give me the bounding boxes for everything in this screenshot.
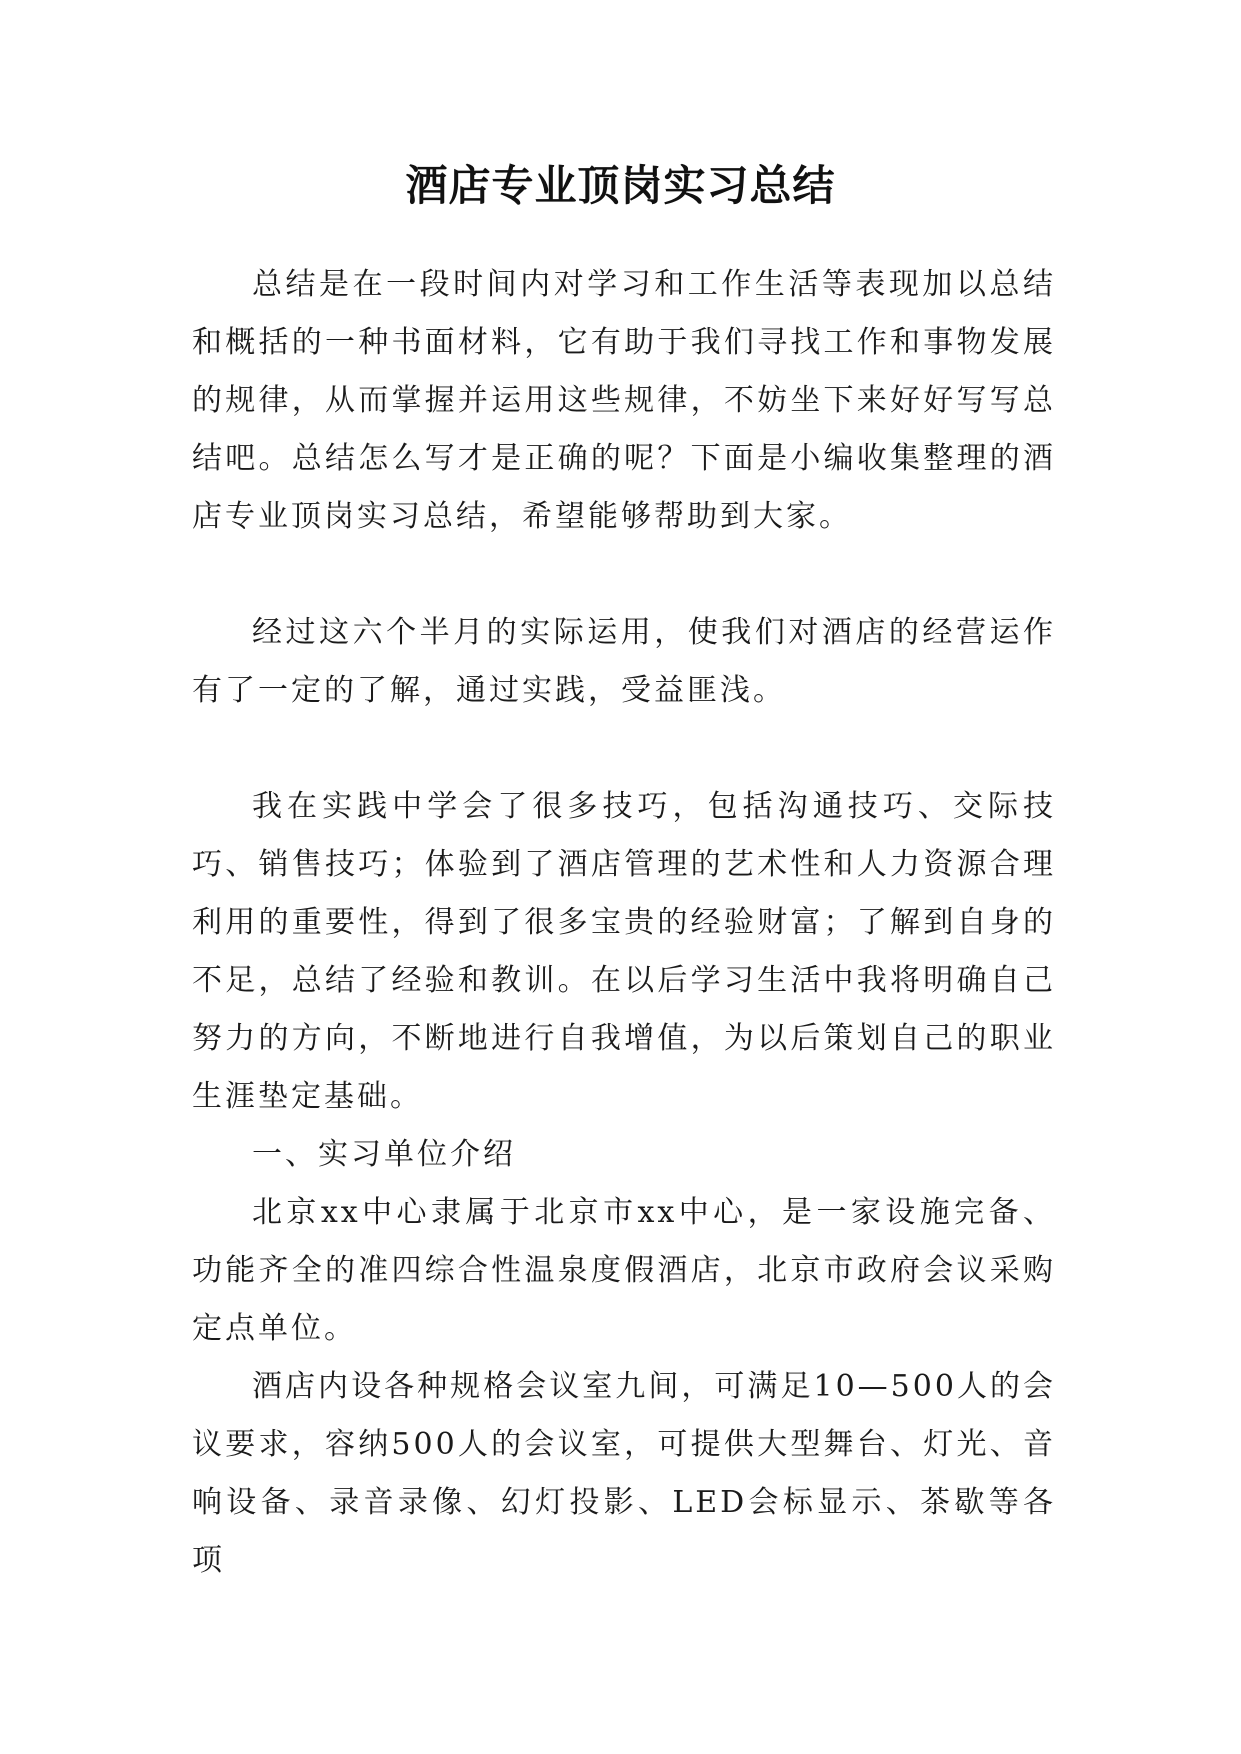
paragraph-gap xyxy=(192,546,1056,604)
document-title: 酒店专业顶岗实习总结 xyxy=(405,161,836,210)
paragraph-gap xyxy=(192,720,1056,778)
paragraph-meeting-rooms: 酒店内设各种规格会议室九间，可满足10—500人的会议要求，容纳500人的会议室，可提供大型舞台、灯光、音响设备、录音录像、幻灯投影、LED会标显示、茶歇等各项 xyxy=(192,1369,1056,1578)
section-heading: 一、实习单位介绍 xyxy=(252,1137,516,1172)
paragraph-company: 北京xx中心隶属于北京市xx中心，是一家设施完备、功能齐全的准四综合性温泉度假酒店，北京市政府会议采购定点单位。 xyxy=(192,1195,1056,1346)
paragraph-intro: 总结是在一段时间内对学习和工作生活等表现加以总结和概括的一种书面材料，它有助于我们寻找工作和事物发展的规律，从而掌握并运用这些规律，不妨坐下来好好写写总结吧。总结怎么写才是正确的呢？下面是小编收集整理的酒店专业顶岗实习总结，希望能够帮助到大家。 xyxy=(192,267,1056,534)
document-body xyxy=(192,256,1056,1590)
paragraph-experience: 经过这六个半月的实际运用，使我们对酒店的经营运作有了一定的了解，通过实践，受益匪浅。 xyxy=(192,615,1056,708)
paragraph-skills: 我在实践中学会了很多技巧，包括沟通技巧、交际技巧、销售技巧；体验到了酒店管理的艺术性和人力资源合理利用的重要性，得到了很多宝贵的经验财富；了解到自身的不足，总结了经验和教训。在以后学习生活中我将明确自己努力的方向，不断地进行自我增值，为以后策划自己的职业生涯垫定基础。 xyxy=(192,789,1056,1114)
